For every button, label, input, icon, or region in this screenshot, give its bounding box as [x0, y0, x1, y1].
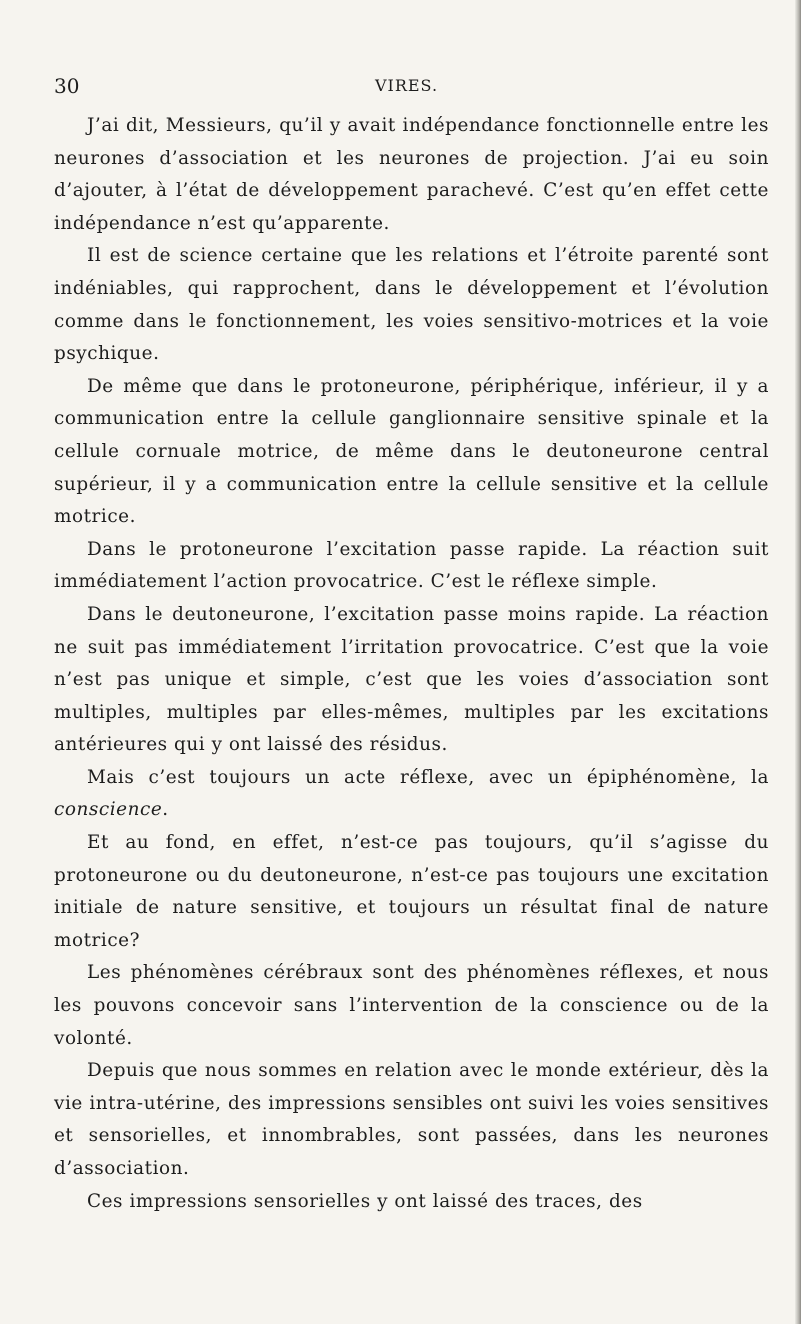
- page-header: [54, 74, 759, 98]
- paragraph-1: J’ai dit, Messieurs, qu’il y avait indépendance fonctionnelle entre les neurones d’association et les neurones de projection. J’ai eu soin d’ajouter, à l’état de développement parachevé. C’est qu’en effet cette indépendance n’est qu’apparente.: [54, 115, 769, 234]
- paragraph-4: Dans le protoneurone l’excitation passe rapide. La réaction suit immédiatement l’action provocatrice. C’est le réflexe simple.: [54, 538, 769, 593]
- paragraph-7: Et au fond, en effet, n’est-ce pas toujours, qu’il s’agisse du protoneurone ou du deutoneurone, n’est-ce pas toujours une excitation initiale de nature sensitive, et toujours un résultat final de nature motrice?: [54, 832, 769, 951]
- paragraph-6-text: Mais c’est toujours un acte réflexe, avec un épiphénomène, la: [87, 766, 769, 788]
- paragraph-5: Dans le deutoneurone, l’excitation passe moins rapide. La réaction ne suit pas immédiatement l’irritation provocatrice. C’est que la voie n’est pas unique et simple, c’est que les voies d’association sont multiples, multiples par elles-mêmes, multiples par les excitations antérieures qui y ont laissé des résidus.: [54, 603, 769, 756]
- running-title: VIRES.: [374, 76, 439, 95]
- paragraph-10: Ces impressions sensorielles y ont laissé des traces, des: [87, 1190, 643, 1212]
- emphasis-conscience: conscience: [54, 799, 163, 821]
- paragraph-3: De même que dans le protoneurone, périphérique, inférieur, il y a communication entre la cellule ganglionnaire sensitive spinale et la cellule cornuale motrice, de même dans le deutoneurone central supérieur, il y a communication entre la cellule sensitive et la cellule motrice.: [54, 375, 769, 528]
- paragraph-6-end: .: [162, 799, 169, 821]
- page-number: 30: [54, 74, 80, 98]
- paragraph-2: Il est de science certaine que les relations et l’étroite parenté sont indéniables, qui rapprochent, dans le développement et l’évolution comme dans le fonctionnement, les voies sensitivo-motrices et la voie psychique.: [54, 245, 769, 365]
- paragraph-8: Les phénomènes cérébraux sont des phénomènes réflexes, et nous les pouvons concevoir sans l’intervention de la conscience ou de la volonté.: [54, 962, 769, 1049]
- body-text: [54, 110, 769, 1218]
- paragraph-6: [54, 762, 769, 827]
- paragraph-9: Depuis que nous sommes en relation avec le monde extérieur, dès la vie intra-utérine, des impressions sensibles ont suivi les voies sensitives et sensorielles, et innombrables, sont passées, dans les neurones d’association.: [54, 1060, 769, 1179]
- page-edge-shadow: [795, 0, 801, 1324]
